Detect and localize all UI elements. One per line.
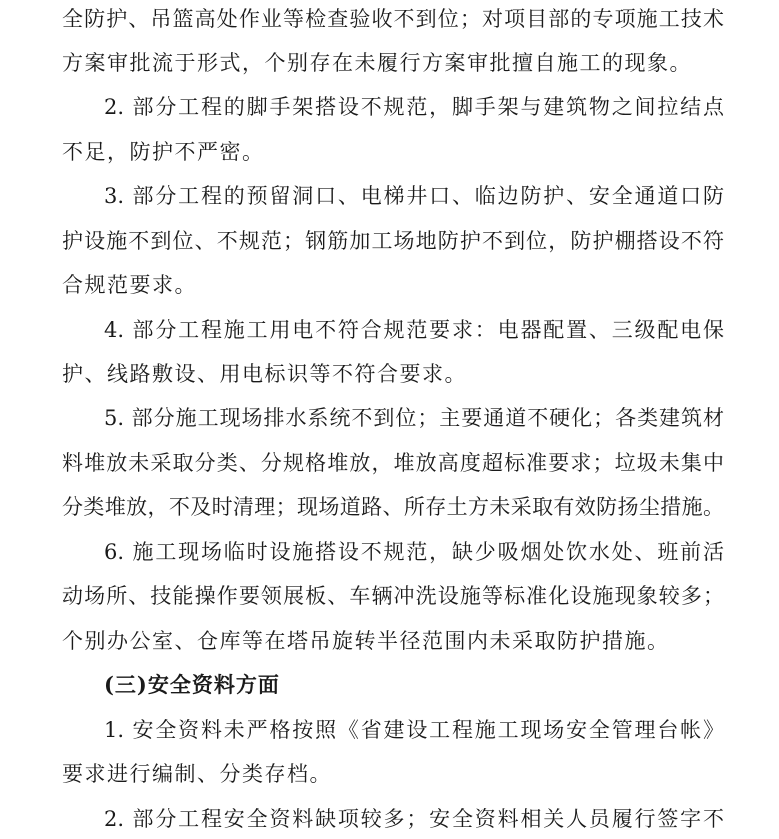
paragraph-3-line-1: 3. 部分工程的预留洞口、电梯井口、临边防护、安全通道口防 [104, 184, 724, 208]
paragraph-6-line-1: 6. 施工现场临时设施搭设不规范，缺少吸烟处饮水处、班前活 [104, 540, 724, 564]
paragraph-5-line-2: 料堆放未采取分类、分规格堆放，堆放高度超标准要求；垃圾未集中 [62, 451, 724, 475]
paragraph-6-line-2: 动场所、技能操作要领展板、车辆冲洗设施等标准化设施现象较多； [62, 584, 724, 608]
section-paragraph-1-line-2: 要求进行编制、分类存档。 [62, 762, 332, 786]
paragraph-2-line-1: 2. 部分工程的脚手架搭设不规范，脚手架与建筑物之间拉结点 [104, 95, 724, 119]
section-paragraph-2-line-1: 2. 部分工程安全资料缺项较多；安全资料相关人员履行签字不 [104, 807, 724, 831]
paragraph-4-line-2: 护、线路敷设、用电标识等不符合要求。 [62, 362, 467, 386]
section-heading: (三)安全资料方面 [104, 672, 280, 697]
paragraph-1-line-2: 方案审批流于形式，个别存在未履行方案审批擅自施工的现象。 [62, 51, 692, 75]
paragraph-6-line-3: 个别办公室、仓库等在塔吊旋转半径范围内未采取防护措施。 [62, 629, 670, 653]
paragraph-5-line-1: 5. 部分施工现场排水系统不到位；主要通道不硬化；各类建筑材 [104, 406, 724, 430]
paragraph-3-line-3: 合规范要求。 [62, 273, 197, 297]
section-paragraph-1-line-1: 1. 安全资料未严格按照《省建设工程施工现场安全管理台帐》 [104, 718, 724, 742]
paragraph-1-line-1: 全防护、吊篮高处作业等检查验收不到位；对项目部的专项施工技术 [62, 7, 724, 31]
paragraph-5-line-3: 分类堆放，不及时清理；现场道路、所存土方未采取有效防扬尘措施。 [62, 495, 724, 519]
paragraph-2-line-2: 不足，防护不严密。 [62, 140, 265, 164]
paragraph-4-line-1: 4. 部分工程施工用电不符合规范要求：电器配置、三级配电保 [104, 318, 724, 342]
paragraph-3-line-2: 护设施不到位、不规范；钢筋加工场地防护不到位，防护棚搭设不符 [62, 229, 724, 253]
